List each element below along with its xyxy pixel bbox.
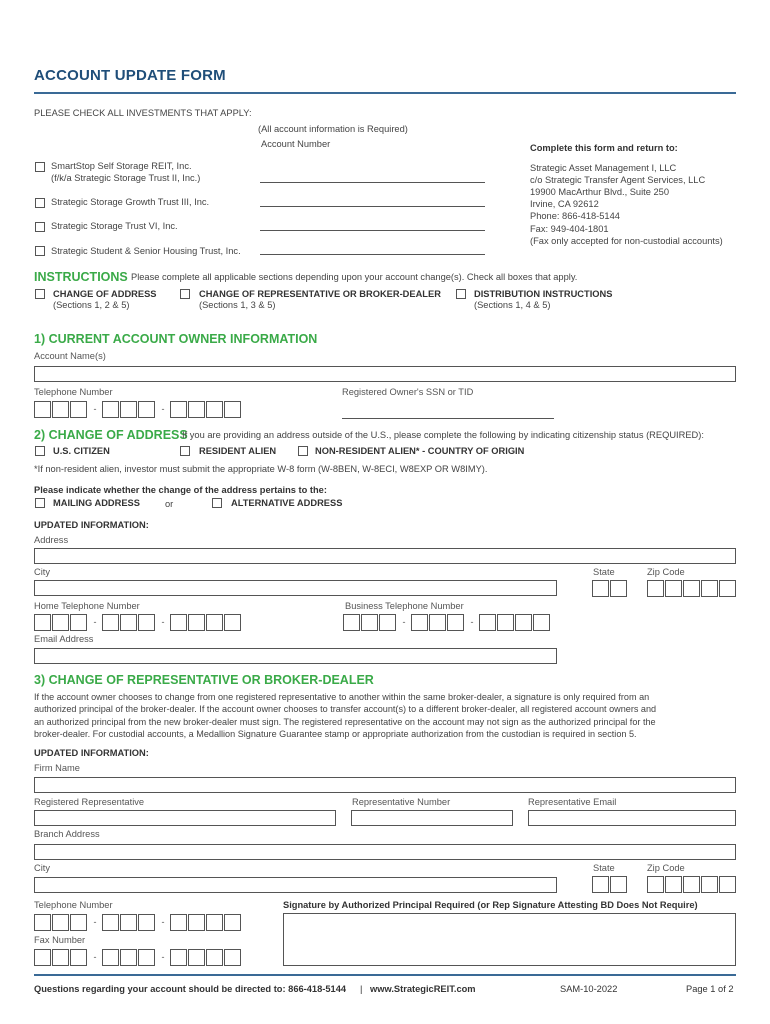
- account-number-line[interactable]: [260, 230, 485, 231]
- firm-name-field[interactable]: [34, 777, 736, 793]
- telephone-digits[interactable]: - -: [34, 400, 242, 418]
- address-field[interactable]: [34, 548, 736, 564]
- pertains-prompt: Please indicate whether the change of the address pertains to the:: [34, 485, 327, 495]
- account-number-line[interactable]: [260, 182, 485, 183]
- non-resident-alien-checkbox[interactable]: [298, 446, 308, 456]
- citizenship-label: U.S. CITIZEN: [53, 446, 110, 456]
- footer-separator: |: [360, 984, 363, 994]
- form-title: ACCOUNT UPDATE FORM: [34, 67, 226, 84]
- footer-questions: Questions regarding your account should be directed to: 866-418-5144: [34, 984, 347, 994]
- account-number-line[interactable]: [260, 206, 485, 207]
- mailing-address-checkbox[interactable]: [35, 498, 45, 508]
- investment-checkbox-growth-trust-iii[interactable]: [35, 198, 45, 208]
- investment-checkbox-student-senior[interactable]: [35, 246, 45, 256]
- email-field[interactable]: [34, 648, 557, 664]
- city-label: City: [34, 863, 51, 873]
- branch-field[interactable]: [34, 844, 736, 860]
- return-to-line: Phone: 866-418-5144: [530, 211, 620, 221]
- option-sections: (Sections 1, 4 & 5): [474, 300, 551, 310]
- zip-label: Zip Code: [647, 567, 685, 577]
- city-field[interactable]: [34, 580, 557, 596]
- city-field[interactable]: [34, 877, 557, 893]
- w8-footnote: *If non-resident alien, investor must submit the appropriate W-8 form (W-8BEN, W-8ECI, W8EXP OR W8IMY).: [34, 464, 488, 474]
- required-note: (All account information is Required): [258, 124, 408, 134]
- footer-rule: [34, 974, 736, 976]
- section2-heading: 2) CHANGE OF ADDRESS: [34, 428, 188, 442]
- business-phone-label: Business Telephone Number: [345, 601, 464, 611]
- citizenship-label: RESIDENT ALIEN: [199, 446, 277, 456]
- updated-info-heading: UPDATED INFORMATION:: [34, 520, 149, 530]
- investment-label: Strategic Student & Senior Housing Trust, Inc.: [51, 246, 241, 256]
- investment-label: SmartStop Self Storage REIT, Inc.: [51, 161, 192, 171]
- alternative-address-checkbox[interactable]: [212, 498, 222, 508]
- option-label: DISTRIBUTION INSTRUCTIONS: [474, 289, 613, 299]
- fax-label: Fax Number: [34, 935, 86, 945]
- rep-email-label: Representative Email: [528, 797, 617, 807]
- signature-box[interactable]: [283, 913, 736, 966]
- signature-label: Signature by Authorized Principal Required (or Rep Signature Attesting BD Does Not Require): [283, 900, 698, 910]
- address-label: Address: [34, 535, 69, 545]
- change-of-representative-checkbox[interactable]: [180, 289, 190, 299]
- resident-alien-checkbox[interactable]: [180, 446, 190, 456]
- state-label: State: [593, 567, 615, 577]
- footer-form-code: SAM-10-2022: [560, 984, 618, 994]
- investment-checkbox-smartstop[interactable]: [35, 162, 45, 172]
- account-names-field[interactable]: [34, 366, 736, 382]
- page-number: Page 1 of 2: [686, 984, 734, 994]
- alternative-address-label: ALTERNATIVE ADDRESS: [231, 498, 343, 508]
- zip-boxes[interactable]: [647, 875, 737, 893]
- change-of-address-checkbox[interactable]: [35, 289, 45, 299]
- firm-name-label: Firm Name: [34, 763, 80, 773]
- account-number-line[interactable]: [260, 254, 485, 255]
- return-to-line: Fax: 949-404-1801: [530, 224, 609, 234]
- telephone-label: Telephone Number: [34, 900, 113, 910]
- or-label: or: [165, 499, 174, 509]
- home-phone-label: Home Telephone Number: [34, 601, 140, 611]
- instructions-text: Please complete all applicable sections depending upon your account change(s). Check all boxes that apply.: [131, 272, 578, 282]
- state-label: State: [593, 863, 615, 873]
- us-citizen-checkbox[interactable]: [35, 446, 45, 456]
- investment-sublabel: (f/k/a Strategic Storage Trust II, Inc.): [51, 173, 201, 183]
- rep-number-label: Representative Number: [352, 797, 451, 807]
- updated-info-heading: UPDATED INFORMATION:: [34, 748, 149, 758]
- section3-heading: 3) CHANGE OF REPRESENTATIVE OR BROKER-DEALER: [34, 673, 374, 687]
- title-rule: [34, 92, 736, 94]
- section3-paragraph: If the account owner chooses to change from one registered representative to another within the same broker-dealer, a signature is only required from an authorized principal of the broker-dealer. If the account owner chooses to transfer account(s) to a different broker-dealer, all registered account owners and an authorized principal from the new broker-dealer must sign. The registered representative on the account may not sign as the authorized principal for the broker-dealer. For custodial accounts, a Medallion Signature Guarantee stamp or appropriate authorization from the custodian is required in section 5.: [34, 692, 657, 740]
- return-to-line: Irvine, CA 92612: [530, 199, 599, 209]
- state-boxes[interactable]: [592, 579, 628, 597]
- section1-heading: 1) CURRENT ACCOUNT OWNER INFORMATION: [34, 332, 318, 346]
- option-label: CHANGE OF ADDRESS: [53, 289, 157, 299]
- state-boxes[interactable]: [592, 875, 628, 893]
- email-label: Email Address: [34, 634, 94, 644]
- ssn-label: Registered Owner's SSN or TID: [342, 387, 474, 397]
- option-sections: (Sections 1, 2 & 5): [53, 300, 130, 310]
- return-to-heading: Complete this form and return to:: [530, 143, 678, 153]
- return-to-line: (Fax only accepted for non-custodial accounts): [530, 236, 723, 246]
- zip-label: Zip Code: [647, 863, 685, 873]
- account-names-label: Account Name(s): [34, 351, 106, 361]
- city-label: City: [34, 567, 51, 577]
- telephone-label: Telephone Number: [34, 387, 113, 397]
- section2-intro: If you are providing an address outside of the U.S., please complete the following by indicating citizenship status (REQUIRED):: [182, 430, 704, 440]
- footer-website[interactable]: www.StrategicREIT.com: [370, 984, 476, 994]
- home-phone-digits[interactable]: - -: [34, 613, 242, 631]
- rep-field[interactable]: [34, 810, 336, 826]
- return-to-line: Strategic Asset Management I, LLC: [530, 163, 677, 173]
- account-number-label: Account Number: [261, 139, 331, 149]
- investments-prompt: PLEASE CHECK ALL INVESTMENTS THAT APPLY:: [34, 108, 252, 118]
- branch-label: Branch Address: [34, 829, 100, 839]
- business-phone-digits[interactable]: - -: [343, 613, 551, 631]
- instructions-heading: INSTRUCTIONS: [34, 270, 128, 284]
- fax-digits[interactable]: - -: [34, 948, 242, 966]
- mailing-address-label: MAILING ADDRESS: [53, 498, 140, 508]
- investment-checkbox-trust-vi[interactable]: [35, 222, 45, 232]
- rep-email-field[interactable]: [528, 810, 736, 826]
- return-to-line: c/o Strategic Transfer Agent Services, LLC: [530, 175, 706, 185]
- investment-label: Strategic Storage Growth Trust III, Inc.: [51, 197, 210, 207]
- rep-number-field[interactable]: [351, 810, 513, 826]
- ssn-line[interactable]: [342, 418, 554, 419]
- telephone-digits[interactable]: - -: [34, 913, 242, 931]
- distribution-instructions-checkbox[interactable]: [456, 289, 466, 299]
- option-label: CHANGE OF REPRESENTATIVE OR BROKER-DEALER: [199, 289, 441, 299]
- rep-label: Registered Representative: [34, 797, 145, 807]
- return-to-line: 19900 MacArthur Blvd., Suite 250: [530, 187, 670, 197]
- option-sections: (Sections 1, 3 & 5): [199, 300, 276, 310]
- citizenship-label: NON-RESIDENT ALIEN* - COUNTRY OF ORIGIN: [315, 446, 525, 456]
- zip-boxes[interactable]: [647, 579, 737, 597]
- investment-label: Strategic Storage Trust VI, Inc.: [51, 221, 178, 231]
